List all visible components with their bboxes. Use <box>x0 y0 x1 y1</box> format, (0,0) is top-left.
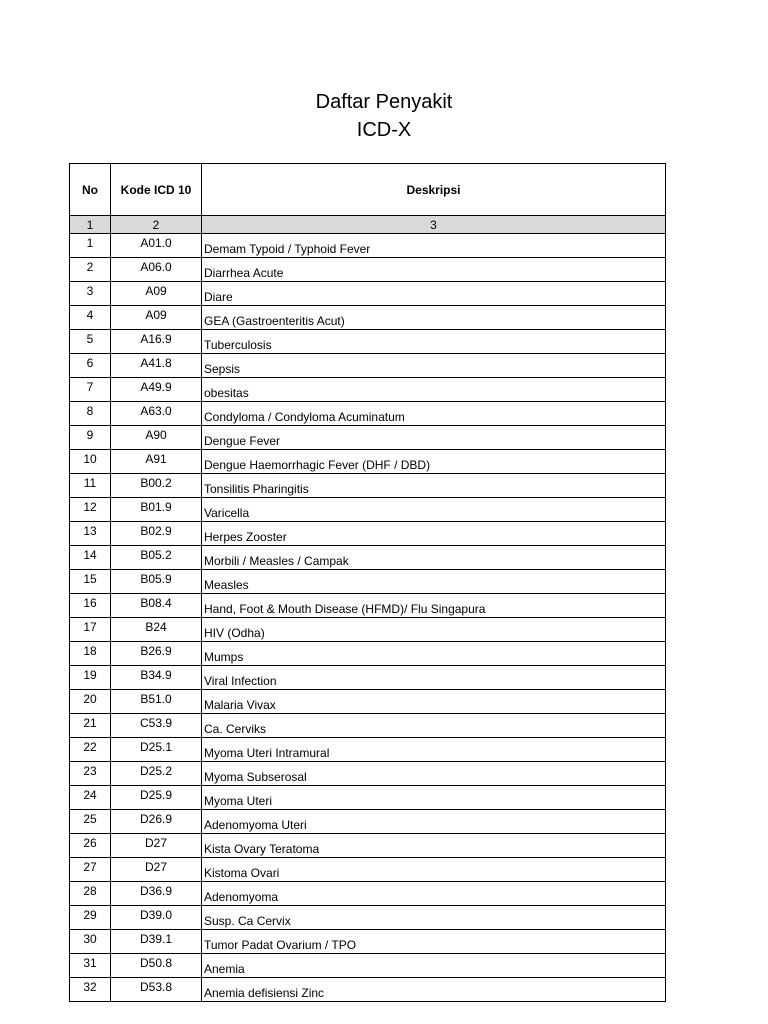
header-no: No <box>70 164 111 216</box>
table-row <box>70 426 666 450</box>
row-number: 26 <box>70 834 111 858</box>
disease-description: obesitas <box>202 378 666 402</box>
page-title: Daftar Penyakit <box>315 91 453 113</box>
row-number: 1 <box>70 234 111 258</box>
column-index-cell: 3 <box>202 216 666 234</box>
icd-code: A49.9 <box>111 378 202 402</box>
disease-description: Adenomyoma <box>202 882 666 906</box>
icd-code: D53.8 <box>111 978 202 1002</box>
row-number: 5 <box>70 330 111 354</box>
icd-code: B26.9 <box>111 642 202 666</box>
disease-description: Measles <box>202 570 666 594</box>
disease-description: Morbili / Measles / Campak <box>202 546 666 570</box>
row-number: 6 <box>70 354 111 378</box>
disease-description: Myoma Uteri <box>202 786 666 810</box>
icd-code: B08.4 <box>111 594 202 618</box>
column-index-cell: 2 <box>111 216 202 234</box>
table-row <box>70 642 666 666</box>
table-row <box>70 930 666 954</box>
disease-description: Ca. Cerviks <box>202 714 666 738</box>
table-body <box>70 234 666 1002</box>
icd-code: B05.9 <box>111 570 202 594</box>
row-number: 24 <box>70 786 111 810</box>
icd-code: D36.9 <box>111 882 202 906</box>
disease-description: Hand, Foot & Mouth Disease (HFMD)/ Flu Singapura <box>202 594 666 618</box>
row-number: 21 <box>70 714 111 738</box>
icd-code: D25.2 <box>111 762 202 786</box>
table-row <box>70 498 666 522</box>
table-row <box>70 714 666 738</box>
icd-code: A06.0 <box>111 258 202 282</box>
row-number: 22 <box>70 738 111 762</box>
icd-code: B34.9 <box>111 666 202 690</box>
table-row <box>70 882 666 906</box>
icd-code: D25.1 <box>111 738 202 762</box>
table-row <box>70 834 666 858</box>
column-index-cell: 1 <box>70 216 111 234</box>
icd-code: A90 <box>111 426 202 450</box>
disease-description: Anemia <box>202 954 666 978</box>
disease-description: Kista Ovary Teratoma <box>202 834 666 858</box>
disease-description: GEA (Gastroenteritis Acut) <box>202 306 666 330</box>
icd-code: B24 <box>111 618 202 642</box>
disease-description: Anemia defisiensi Zinc <box>202 978 666 1002</box>
icd-table <box>69 163 666 1002</box>
row-number: 27 <box>70 858 111 882</box>
table-row <box>70 354 666 378</box>
disease-description: Myoma Subserosal <box>202 762 666 786</box>
row-number: 20 <box>70 690 111 714</box>
icd-code: D50.8 <box>111 954 202 978</box>
table-row <box>70 810 666 834</box>
disease-description: HIV (Odha) <box>202 618 666 642</box>
icd-code: D27 <box>111 834 202 858</box>
header-description: Deskripsi <box>202 164 666 216</box>
row-number: 17 <box>70 618 111 642</box>
disease-description: Dengue Haemorrhagic Fever (DHF / DBD) <box>202 450 666 474</box>
table-row <box>70 978 666 1002</box>
icd-code: D39.1 <box>111 930 202 954</box>
table-row <box>70 522 666 546</box>
disease-description: Diare <box>202 282 666 306</box>
disease-description: Herpes Zooster <box>202 522 666 546</box>
table-header-row <box>70 164 666 216</box>
icd-code: B05.2 <box>111 546 202 570</box>
icd-code: D26.9 <box>111 810 202 834</box>
row-number: 2 <box>70 258 111 282</box>
row-number: 13 <box>70 522 111 546</box>
table-row <box>70 738 666 762</box>
table-row <box>70 762 666 786</box>
row-number: 30 <box>70 930 111 954</box>
icd-code: A01.0 <box>111 234 202 258</box>
disease-description: Tumor Padat Ovarium / TPO <box>202 930 666 954</box>
disease-description: Demam Typoid / Typhoid Fever <box>202 234 666 258</box>
disease-description: Tonsilitis Pharingitis <box>202 474 666 498</box>
table-row <box>70 234 666 258</box>
table-row <box>70 474 666 498</box>
disease-description: Tuberculosis <box>202 330 666 354</box>
table-row <box>70 282 666 306</box>
row-number: 31 <box>70 954 111 978</box>
icd-code: A16.9 <box>111 330 202 354</box>
table-row <box>70 690 666 714</box>
disease-description: Viral Infection <box>202 666 666 690</box>
row-number: 4 <box>70 306 111 330</box>
table-row <box>70 330 666 354</box>
table-row <box>70 618 666 642</box>
row-number: 3 <box>70 282 111 306</box>
table-row <box>70 378 666 402</box>
icd-code: A09 <box>111 306 202 330</box>
row-number: 9 <box>70 426 111 450</box>
icd-code: D27 <box>111 858 202 882</box>
disease-description: Myoma Uteri Intramural <box>202 738 666 762</box>
table-row <box>70 402 666 426</box>
icd-code: B01.9 <box>111 498 202 522</box>
disease-description: Diarrhea Acute <box>202 258 666 282</box>
disease-description: Malaria Vivax <box>202 690 666 714</box>
icd-code: D39.0 <box>111 906 202 930</box>
row-number: 15 <box>70 570 111 594</box>
row-number: 10 <box>70 450 111 474</box>
icd-code: A09 <box>111 282 202 306</box>
disease-description: Adenomyoma Uteri <box>202 810 666 834</box>
row-number: 25 <box>70 810 111 834</box>
disease-description: Susp. Ca Cervix <box>202 906 666 930</box>
disease-description: Condyloma / Condyloma Acuminatum <box>202 402 666 426</box>
table-row <box>70 570 666 594</box>
column-index-row <box>70 216 666 234</box>
icd-code: B02.9 <box>111 522 202 546</box>
disease-description: Kistoma Ovari <box>202 858 666 882</box>
table-row <box>70 786 666 810</box>
table-row <box>70 546 666 570</box>
row-number: 19 <box>70 666 111 690</box>
disease-description: Mumps <box>202 642 666 666</box>
table-row <box>70 306 666 330</box>
icd-code: D25.9 <box>111 786 202 810</box>
row-number: 23 <box>70 762 111 786</box>
icd-code: C53.9 <box>111 714 202 738</box>
row-number: 32 <box>70 978 111 1002</box>
row-number: 29 <box>70 906 111 930</box>
icd-code: A63.0 <box>111 402 202 426</box>
table-row <box>70 450 666 474</box>
table-row <box>70 258 666 282</box>
icd-code: B51.0 <box>111 690 202 714</box>
row-number: 16 <box>70 594 111 618</box>
table-row <box>70 858 666 882</box>
table-row <box>70 954 666 978</box>
row-number: 14 <box>70 546 111 570</box>
page-subtitle: ICD-X <box>356 119 412 141</box>
disease-description: Varicella <box>202 498 666 522</box>
table-row <box>70 666 666 690</box>
icd-code: A41.8 <box>111 354 202 378</box>
icd-code: B00.2 <box>111 474 202 498</box>
row-number: 8 <box>70 402 111 426</box>
row-number: 12 <box>70 498 111 522</box>
disease-description: Sepsis <box>202 354 666 378</box>
row-number: 28 <box>70 882 111 906</box>
disease-description: Dengue Fever <box>202 426 666 450</box>
table-row <box>70 906 666 930</box>
row-number: 11 <box>70 474 111 498</box>
table-row <box>70 594 666 618</box>
icd-code: A91 <box>111 450 202 474</box>
row-number: 7 <box>70 378 111 402</box>
row-number: 18 <box>70 642 111 666</box>
header-code: Kode ICD 10 <box>111 164 202 216</box>
